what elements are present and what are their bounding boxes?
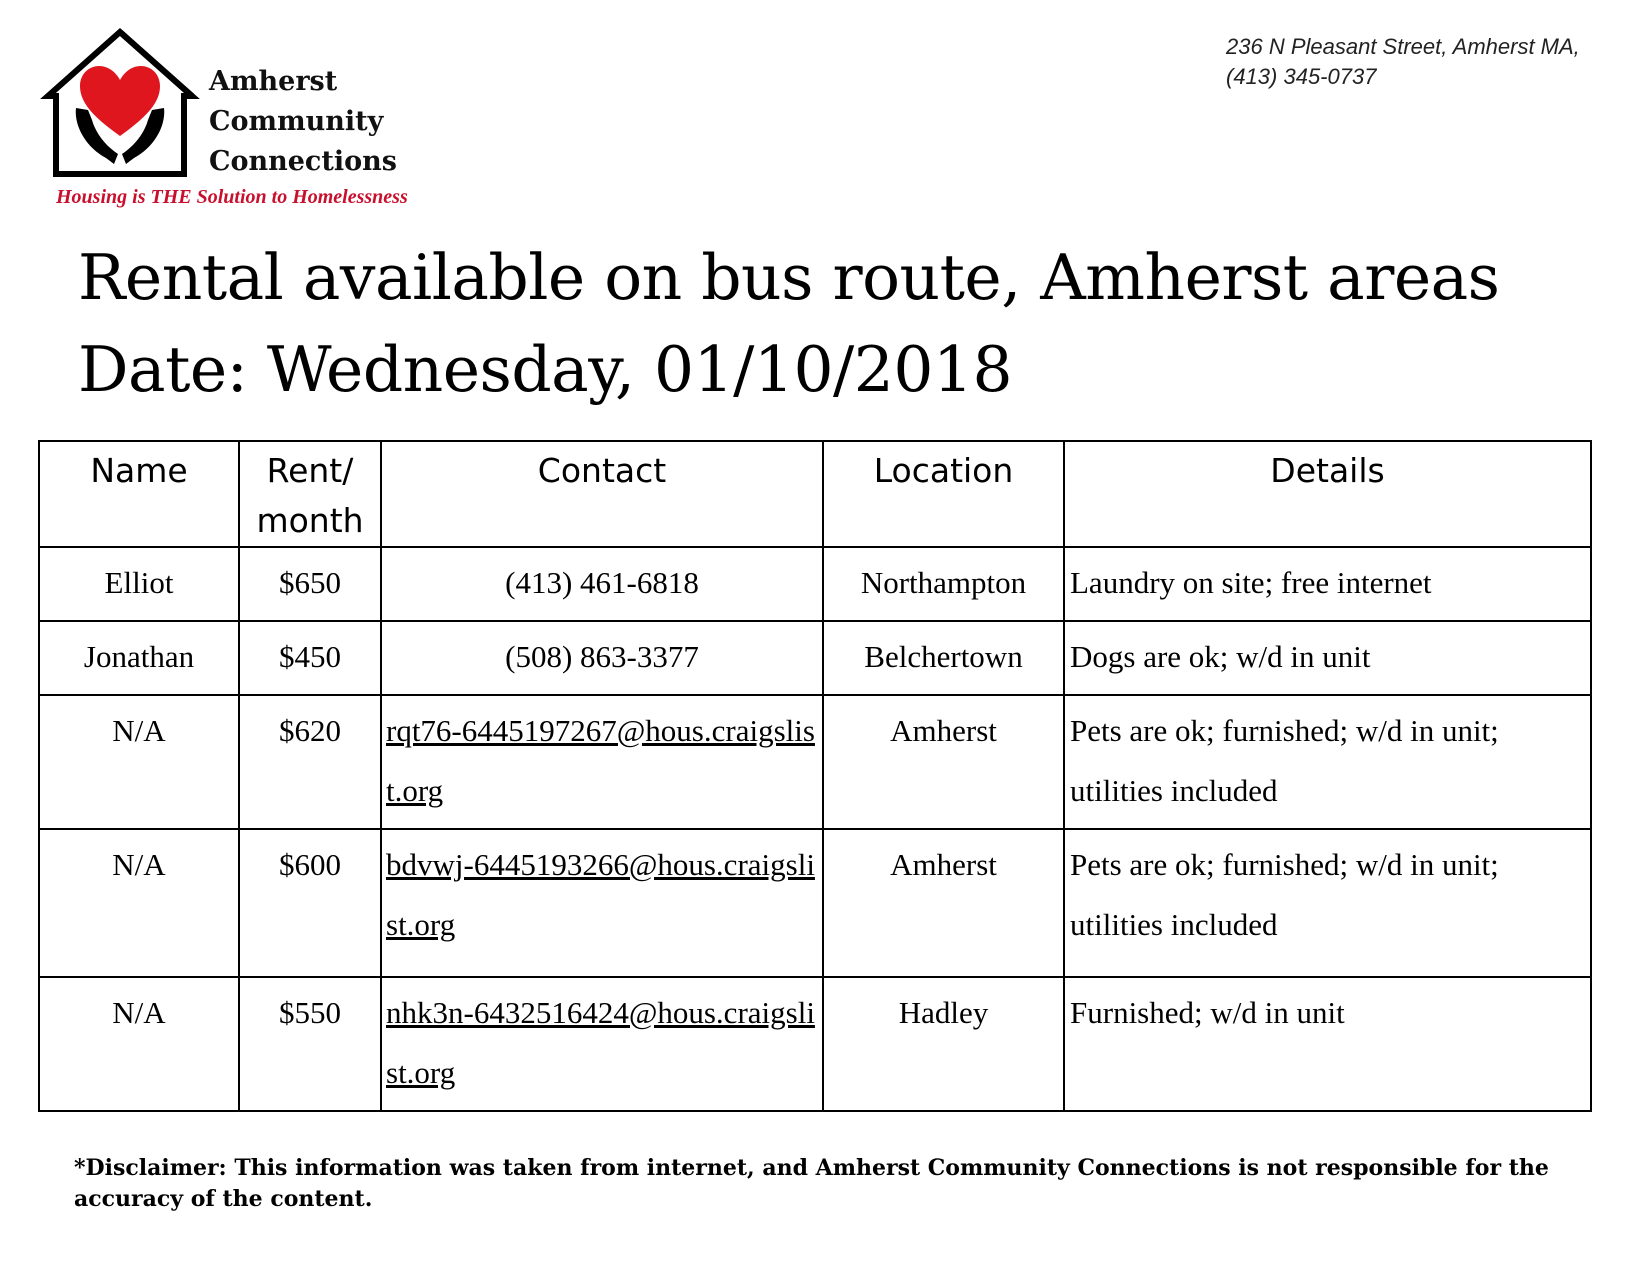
header-name: Name	[39, 441, 239, 547]
header-details: Details	[1064, 441, 1591, 547]
cell-name: N/A	[39, 695, 239, 829]
cell-rent: $450	[239, 621, 381, 695]
org-name-line3: Connections	[209, 146, 397, 177]
house-heart-logo-icon	[40, 24, 200, 184]
cell-contact: (413) 461-6818	[381, 547, 823, 621]
header-rent-line1: Rent/	[266, 451, 354, 490]
table-row	[39, 977, 1591, 1111]
date-line: Date: Wednesday, 01/10/2018	[78, 333, 1013, 406]
table-row	[39, 621, 1591, 695]
cell-details: Pets are ok; furnished; w/d in unit; utilities included	[1064, 829, 1591, 977]
org-address	[1226, 32, 1580, 92]
org-name-line1: Amherst	[209, 66, 338, 97]
address-phone: (413) 345-0737	[1226, 64, 1377, 89]
cell-location: Amherst	[823, 695, 1064, 829]
cell-rent: $600	[239, 829, 381, 977]
table-row	[39, 829, 1591, 977]
cell-details: Pets are ok; furnished; w/d in unit; utilities included	[1064, 695, 1591, 829]
cell-name: N/A	[39, 977, 239, 1111]
contact-email-link[interactable]: bdvwj-6445193266@hous.craigslist.org	[381, 829, 823, 977]
page-title	[78, 232, 1500, 416]
cell-rent: $620	[239, 695, 381, 829]
contact-email-link[interactable]: nhk3n-6432516424@hous.craigslist.org	[381, 977, 823, 1111]
org-name	[209, 62, 397, 182]
contact-email-link[interactable]: rqt76-6445197267@hous.craigslist.org	[381, 695, 823, 829]
header-rent-line2: month	[256, 501, 364, 540]
address-street: 236 N Pleasant Street, Amherst MA,	[1226, 34, 1580, 59]
table-row	[39, 547, 1591, 621]
disclaimer: *Disclaimer: This information was taken from internet, and Amherst Community Connections is not responsible for the accuracy of the content.	[74, 1155, 1549, 1212]
cell-details: Dogs are ok; w/d in unit	[1064, 621, 1591, 695]
cell-name: Jonathan	[39, 621, 239, 695]
cell-name: N/A	[39, 829, 239, 977]
cell-location: Belchertown	[823, 621, 1064, 695]
cell-location: Amherst	[823, 829, 1064, 977]
table-row	[39, 695, 1591, 829]
header-rent	[239, 441, 381, 547]
header-contact: Contact	[381, 441, 823, 547]
cell-location: Hadley	[823, 977, 1064, 1111]
cell-location: Northampton	[823, 547, 1064, 621]
org-name-line2: Community	[209, 106, 384, 137]
rental-listings-table	[38, 440, 1592, 1112]
header-location: Location	[823, 441, 1064, 547]
org-tagline: Housing is THE Solution to Homelessness	[56, 186, 408, 208]
cell-details: Furnished; w/d in unit	[1064, 977, 1591, 1111]
cell-contact: (508) 863-3377	[381, 621, 823, 695]
title-line: Rental available on bus route, Amherst areas	[78, 241, 1500, 314]
cell-rent: $650	[239, 547, 381, 621]
org-logo	[40, 24, 488, 210]
table-header-row	[39, 441, 1591, 547]
cell-rent: $550	[239, 977, 381, 1111]
cell-details: Laundry on site; free internet	[1064, 547, 1591, 621]
cell-name: Elliot	[39, 547, 239, 621]
